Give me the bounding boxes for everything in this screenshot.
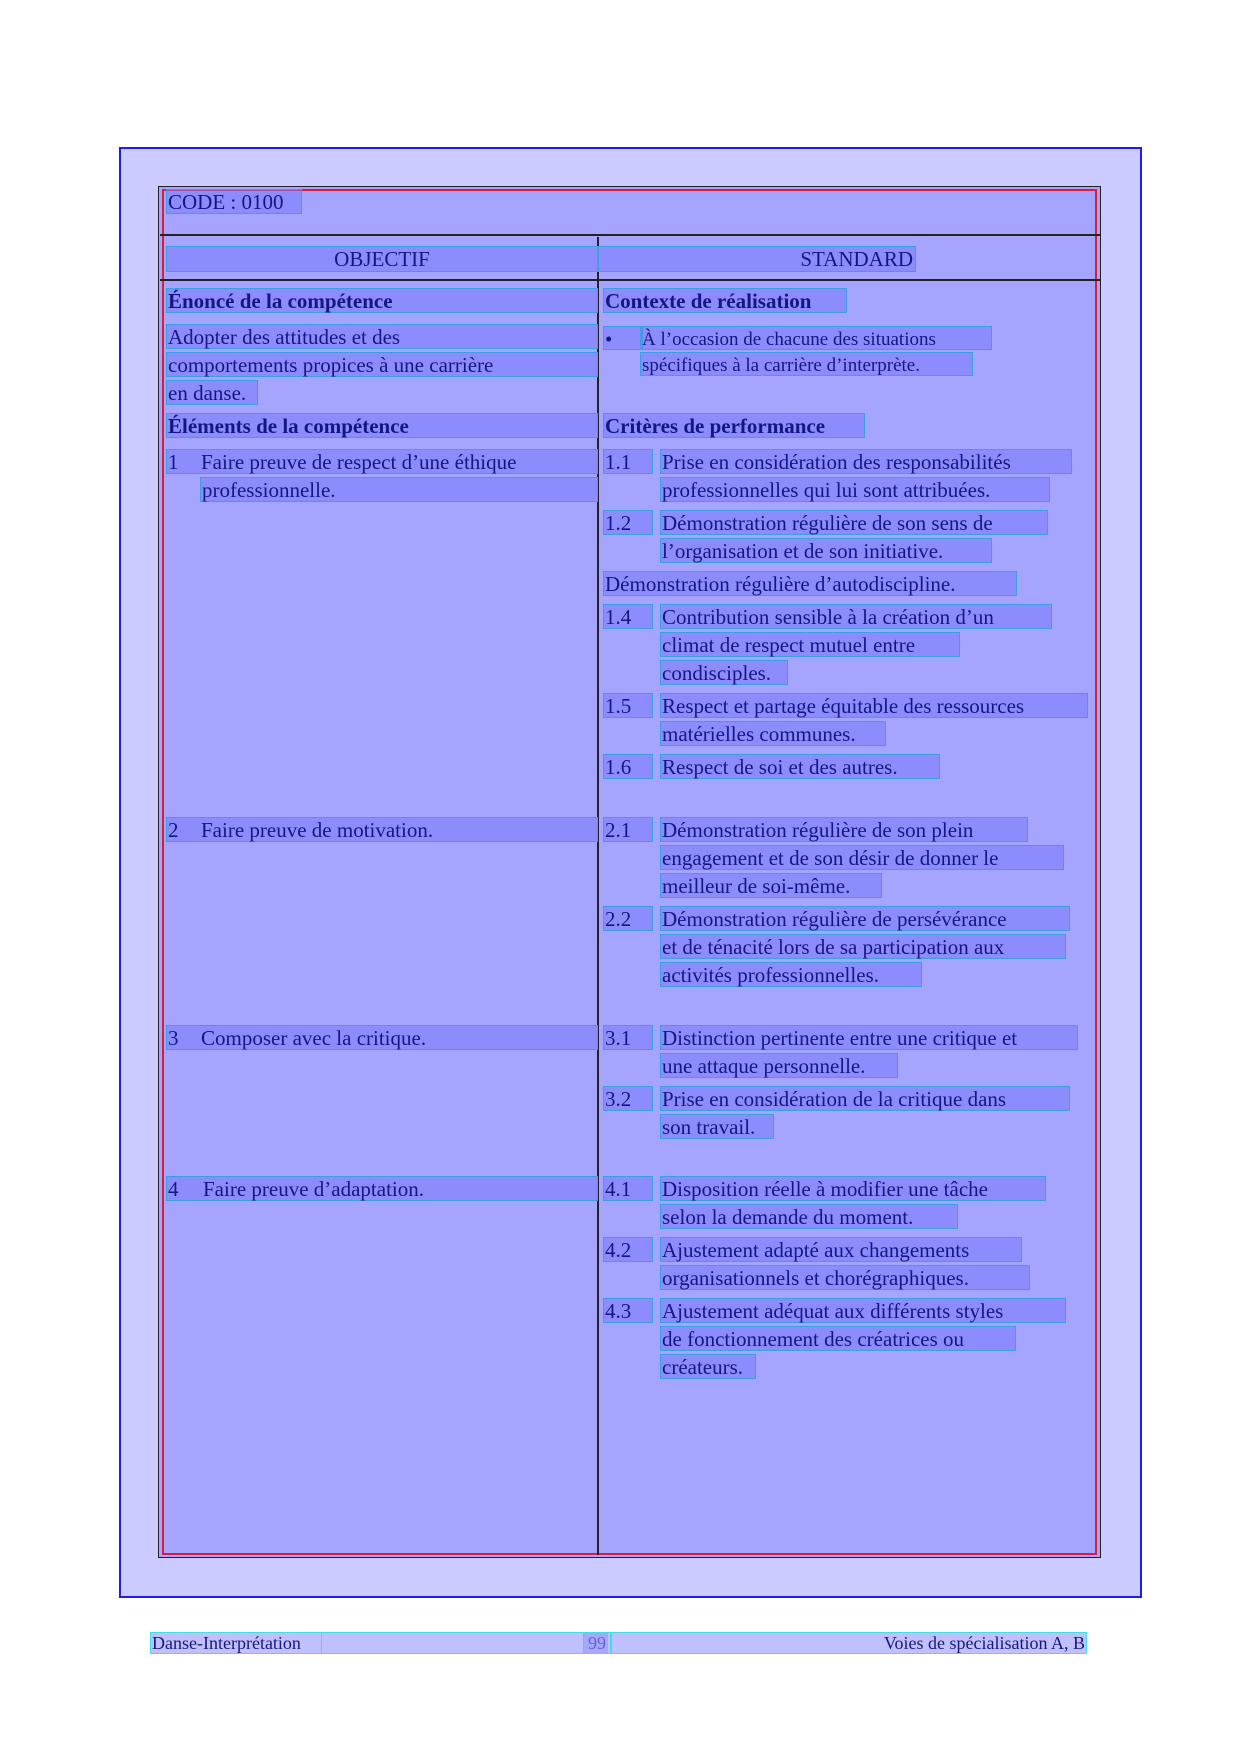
- critere-number: 3.1: [603, 1025, 653, 1050]
- critere-number: 4.3: [603, 1298, 653, 1323]
- element-item: [166, 1176, 598, 1201]
- header-divider-bottom: [160, 279, 1100, 281]
- element-item: [166, 1025, 598, 1050]
- element-number: 3: [168, 1026, 179, 1050]
- critere-text: activités professionnelles.: [660, 962, 922, 987]
- element-text: Composer avec la critique.: [201, 1026, 427, 1050]
- competence-table: [158, 186, 1101, 1558]
- critere-text: organisationnels et chorégraphiques.: [660, 1265, 1030, 1290]
- element-number: 2: [168, 818, 179, 842]
- footer-right: Voies de spécialisation A, B: [611, 1632, 1087, 1654]
- critere-text: Disposition réelle à modifier une tâche: [660, 1176, 1046, 1201]
- footer-left: Danse-Interprétation: [150, 1632, 322, 1654]
- element-item: [166, 817, 598, 842]
- critere-text: Ajustement adéquat aux différents styles: [660, 1298, 1066, 1323]
- contexte-title: Contexte de réalisation: [603, 288, 847, 313]
- critere-number: 1.4: [603, 604, 653, 629]
- enonce-line: comportements propices à une carrière: [166, 352, 598, 377]
- criteres-title: Critères de performance: [603, 413, 865, 438]
- critere-text: climat de respect mutuel entre: [660, 632, 960, 657]
- element-item: [166, 449, 598, 474]
- elements-title: Éléments de la compétence: [166, 413, 598, 438]
- critere-number: 4.1: [603, 1176, 653, 1201]
- code-label: CODE : 0100: [166, 189, 302, 214]
- critere-number: 1.6: [603, 754, 653, 779]
- critere-text: Ajustement adapté aux changements: [660, 1237, 1022, 1262]
- contexte-line: À l’occasion de chacune des situations: [640, 326, 992, 350]
- critere-text: Distinction pertinente entre une critique et: [660, 1025, 1078, 1050]
- critere-text: de fonctionnement des créatrices ou: [660, 1326, 1016, 1351]
- element-number: 4: [168, 1177, 179, 1201]
- critere-text: professionnelles qui lui sont attribuées.: [660, 477, 1050, 502]
- critere-text: Respect et partage équitable des ressources: [660, 693, 1088, 718]
- critere-number: 3.2: [603, 1086, 653, 1111]
- critere-text: une attaque personnelle.: [660, 1053, 898, 1078]
- critere-text: Démonstration régulière de son plein: [660, 817, 1028, 842]
- critere-number: 1.5: [603, 693, 653, 718]
- critere-text: condisciples.: [660, 660, 788, 685]
- critere-text: Démonstration régulière d’autodiscipline.: [603, 571, 1017, 596]
- critere-text: Respect de soi et des autres.: [660, 754, 940, 779]
- critere-text: selon la demande du moment.: [660, 1204, 958, 1229]
- critere-number: 1.1: [603, 449, 653, 474]
- element-text-line: professionnelle.: [200, 477, 598, 502]
- critere-text: matérielles communes.: [660, 721, 886, 746]
- contexte-bullet: •: [603, 326, 643, 350]
- header-divider-top: [160, 234, 1100, 236]
- critere-text: l’organisation et de son initiative.: [660, 538, 992, 563]
- critere-text: et de ténacité lors de sa participation aux: [660, 934, 1066, 959]
- critere-text: Contribution sensible à la création d’un: [660, 604, 1052, 629]
- element-number: 1: [168, 450, 179, 474]
- critere-text: engagement et de son désir de donner le: [660, 845, 1064, 870]
- critere-number: 1.2: [603, 510, 653, 535]
- element-text: Faire preuve de motivation.: [201, 818, 434, 842]
- critere-text: Prise en considération des responsabilités: [660, 449, 1072, 474]
- element-text: Faire preuve d’adaptation.: [203, 1177, 424, 1201]
- element-text: Faire preuve de respect d’une éthique: [201, 450, 517, 474]
- enonce-line: en danse.: [166, 380, 258, 405]
- critere-text: Prise en considération de la critique dans: [660, 1086, 1070, 1111]
- critere-number: 4.2: [603, 1237, 653, 1262]
- critere-number: 2.1: [603, 817, 653, 842]
- contexte-line: spécifiques à la carrière d’interprète.: [640, 352, 973, 376]
- critere-text: Démonstration régulière de son sens de: [660, 510, 1048, 535]
- critere-text: Démonstration régulière de persévérance: [660, 906, 1070, 931]
- footer-spacer: [322, 1632, 608, 1654]
- header-objectif: OBJECTIF: [166, 246, 598, 272]
- critere-text: meilleur de soi-même.: [660, 873, 882, 898]
- critere-text: son travail.: [660, 1114, 774, 1139]
- critere-text: créateurs.: [660, 1354, 756, 1379]
- enonce-title: Énoncé de la compétence: [166, 288, 598, 313]
- critere-number: 2.2: [603, 906, 653, 931]
- enonce-line: Adopter des attitudes et des: [166, 324, 598, 349]
- header-standard: STANDARD: [598, 246, 916, 272]
